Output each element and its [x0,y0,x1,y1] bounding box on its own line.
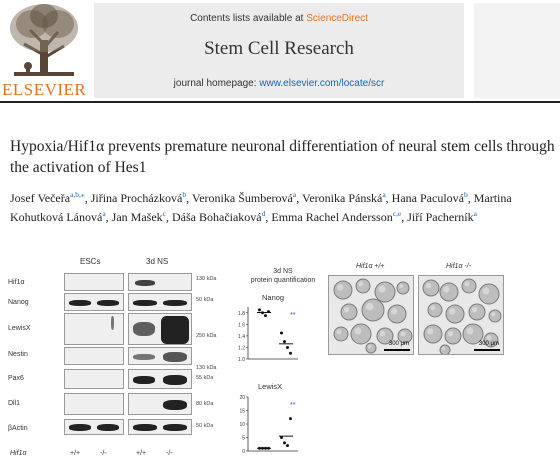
data-point [264,314,267,317]
homepage-line: journal homepage: www.elsevier.com/locate/scr [173,78,385,89]
author-name[interactable]: Jiřina Procházková [90,191,183,205]
neurosphere-highlight [449,308,455,314]
y-tick-label: 1.4 [238,333,245,340]
kda-marker: 80 kDa [196,401,214,407]
blot-hif1a-3d-ns [128,273,192,291]
author-name[interactable]: Jan Mašek [111,210,163,224]
neurosphere [334,281,352,299]
article-title: Hypoxia/Hif1α prevents premature neuronal differentiation of neural stem cells through the activation of Hes1 [10,138,555,176]
row-label-nestin: Nestin [8,351,28,358]
blot-pax6-3d-ns [128,369,192,389]
genotype-label: +/+ [70,450,81,457]
tree-icon [0,0,88,80]
neurosphere [440,283,458,301]
author-name[interactable]: Veronika Pánská [302,191,383,205]
col-head-escs: ESCs [80,257,101,266]
blot-bactin-escs [64,419,124,435]
author-name[interactable]: Veronika Šumberová [191,191,293,205]
scale-bar-label: 300 μm [478,341,499,347]
sciencedirect-link[interactable]: ScienceDirect [306,13,368,24]
author-affiliation[interactable]: a,b,⁎ [70,190,85,199]
col-head-3d-ns: 3d NS [146,257,169,266]
neurosphere-highlight [483,288,490,295]
y-tick-label: 1.2 [238,345,245,352]
neurosphere [388,305,406,323]
data-point [258,308,261,311]
neurosphere [375,282,395,302]
neurosphere [366,343,376,353]
neurosphere [351,324,371,344]
author-name[interactable]: Martina Kohutková Lánová [10,191,512,224]
scale-bar [474,349,500,351]
quant-title: 3d NS protein quantification [250,268,316,284]
journal-banner [94,3,464,98]
lewisx-scatter-plot [232,393,302,457]
neurosphere-highlight [442,347,446,351]
neurosphere-highlight [337,284,343,290]
y-tick-label: 1.8 [238,310,245,317]
data-point [280,332,283,335]
y-tick-label: 1.0 [238,357,245,363]
blot-dll1-3d-ns [128,393,192,415]
contents-line: Contents lists available at ScienceDirect [190,13,368,24]
kda-marker: 50 kDa [196,297,214,303]
y-tick-label: 1.6 [238,322,245,329]
micrograph-ko [418,275,504,355]
data-point [286,346,289,349]
micrograph-wt [328,275,414,355]
elsevier-logo[interactable] [0,0,88,100]
neurosphere-highlight [448,331,454,337]
publisher-name: ELSEVIER [2,80,87,99]
blot-nestin-3d-ns [128,347,192,365]
scale-bar [384,349,410,351]
data-point [289,417,292,420]
neurosphere [479,284,499,304]
data-point [283,441,286,444]
kda-marker: 130 kDa [196,276,217,282]
neurosphere-highlight [464,281,469,286]
data-point [283,340,286,343]
blot-lewisx-3d-ns [128,313,192,345]
graphical-abstract [0,245,560,474]
homepage-link[interactable]: www.elsevier.com/locate/scr [259,78,385,89]
y-tick-label: 5 [242,435,245,442]
neurosphere-highlight [472,307,478,313]
author-name[interactable]: Dáša Bohačiaková [172,210,262,224]
author-affiliation[interactable]: d [261,209,266,218]
author-name[interactable]: Josef Večeřa [10,191,71,205]
neurosphere-highlight [443,286,449,292]
neurosphere-highlight [430,305,435,310]
data-point [289,352,292,355]
author-affiliation[interactable]: b [463,190,468,199]
neurosphere [397,282,409,294]
genotype-row-label: Hif1α [10,450,27,457]
kda-marker: 50 kDa [196,423,214,429]
lewisx-plot-title: LewisX [258,382,283,391]
kda-marker: 250 kDa [196,333,217,339]
neurosphere-highlight [379,286,386,293]
neurosphere [356,279,370,293]
neurosphere-highlight [336,329,341,334]
y-tick-label: 10 [239,422,245,428]
neurosphere-highlight [368,345,372,349]
author-name[interactable]: Emma Rachel Andersson [271,210,393,224]
row-label-pax6: Pax6 [8,375,24,382]
data-point [280,436,283,439]
genotype-label: +/+ [136,450,147,457]
header-divider [0,101,560,103]
data-point [261,447,264,450]
y-tick-label: 20 [239,395,245,401]
author-list: Josef Večeřa$^{a,b,⁎}$, Jiřina Procházková$^b$, Veronika Šumberová$^a$, Veronika Pánská$^a$, Hana Paculová$^b$, Martina Kohutková Lánová$^a$, Jan Mašek$^c$, Dáša Bohačiaková$^d$, Emma Rachel Andersson$^{c,e}$, Jiří Pacherník$^a$ [10,190,512,224]
neurosphere-highlight [344,307,350,313]
data-point [267,447,270,450]
y-tick-label: 15 [239,408,245,415]
neurosphere-highlight [358,281,363,286]
neurosphere-highlight [399,284,403,288]
neurosphere [341,304,357,320]
neurosphere-highlight [380,331,386,337]
data-point [264,447,267,450]
neurosphere [462,279,476,293]
neurosphere-highlight [467,328,474,335]
significance-marker: ** [290,312,296,319]
row-label-lewisx: LewisX [8,325,31,332]
neurosphere [334,327,348,341]
blot-pax6-escs [64,369,124,389]
row-label-bactin: βActin [8,425,28,432]
neurosphere [362,299,384,321]
blot-bactin-3d-ns [128,419,192,435]
author-affiliation[interactable]: b [182,190,187,199]
nanog-scatter-plot [232,303,302,365]
scale-bar-label: 300 μm [388,341,409,347]
row-label-nanog: Nanog [8,299,29,306]
author-affiliation[interactable]: a [102,209,106,218]
blot-row-labels [8,245,48,474]
author-name[interactable]: Jiří Pacherník [407,210,474,224]
genotype-label: -/- [166,450,173,457]
micrograph-label-wt: Hif1α +/+ [356,263,385,270]
journal-header [0,0,560,102]
neurosphere-highlight [427,328,433,334]
neurosphere-highlight [366,303,374,311]
neurosphere-highlight [355,328,362,335]
kda-marker: 55 kDa [196,375,214,381]
neurosphere [424,325,442,343]
neurosphere [423,280,439,296]
author-affiliation[interactable]: a [382,190,386,199]
neurosphere-highlight [486,335,491,340]
blot-hif1a-escs [64,273,124,291]
row-label-hif1a: Hif1α [8,279,25,286]
genotype-label: -/- [100,450,107,457]
data-point [258,447,261,450]
neurosphere [440,345,450,355]
row-label-dll1: Dll1 [8,400,21,407]
data-point [286,444,289,447]
neurosphere [469,304,485,320]
neurosphere [428,303,442,317]
neurosphere [445,328,461,344]
author-affiliation[interactable]: a [473,209,477,218]
journal-cover-thumbnail [474,3,560,98]
neurosphere-highlight [400,331,405,336]
author-affiliation[interactable]: a [292,190,297,199]
data-point [267,310,270,313]
blot-nestin-escs [64,347,124,365]
data-point [261,311,264,314]
blot-nanog-3d-ns [128,293,192,311]
y-tick-label: 0 [242,449,245,455]
blot-nanog-escs [64,293,124,311]
significance-marker: ** [290,402,296,409]
neurosphere [446,305,464,323]
author-name[interactable]: Hana Paculová [391,191,464,205]
author-affiliation[interactable]: c,e [392,209,402,218]
neurosphere-highlight [426,283,432,289]
neurosphere [489,310,501,322]
nanog-plot-title: Nanog [262,293,285,302]
blot-lewisx-escs [64,313,124,345]
kda-marker: 130 kDa [196,365,217,371]
journal-name[interactable]: Stem Cell Research [204,38,354,59]
neurosphere-highlight [491,312,495,316]
micrograph-label-ko: Hif1α -/- [446,263,471,270]
neurosphere-highlight [391,308,397,314]
blot-dll1-escs [64,393,124,415]
author-affiliation[interactable]: c [162,209,166,218]
